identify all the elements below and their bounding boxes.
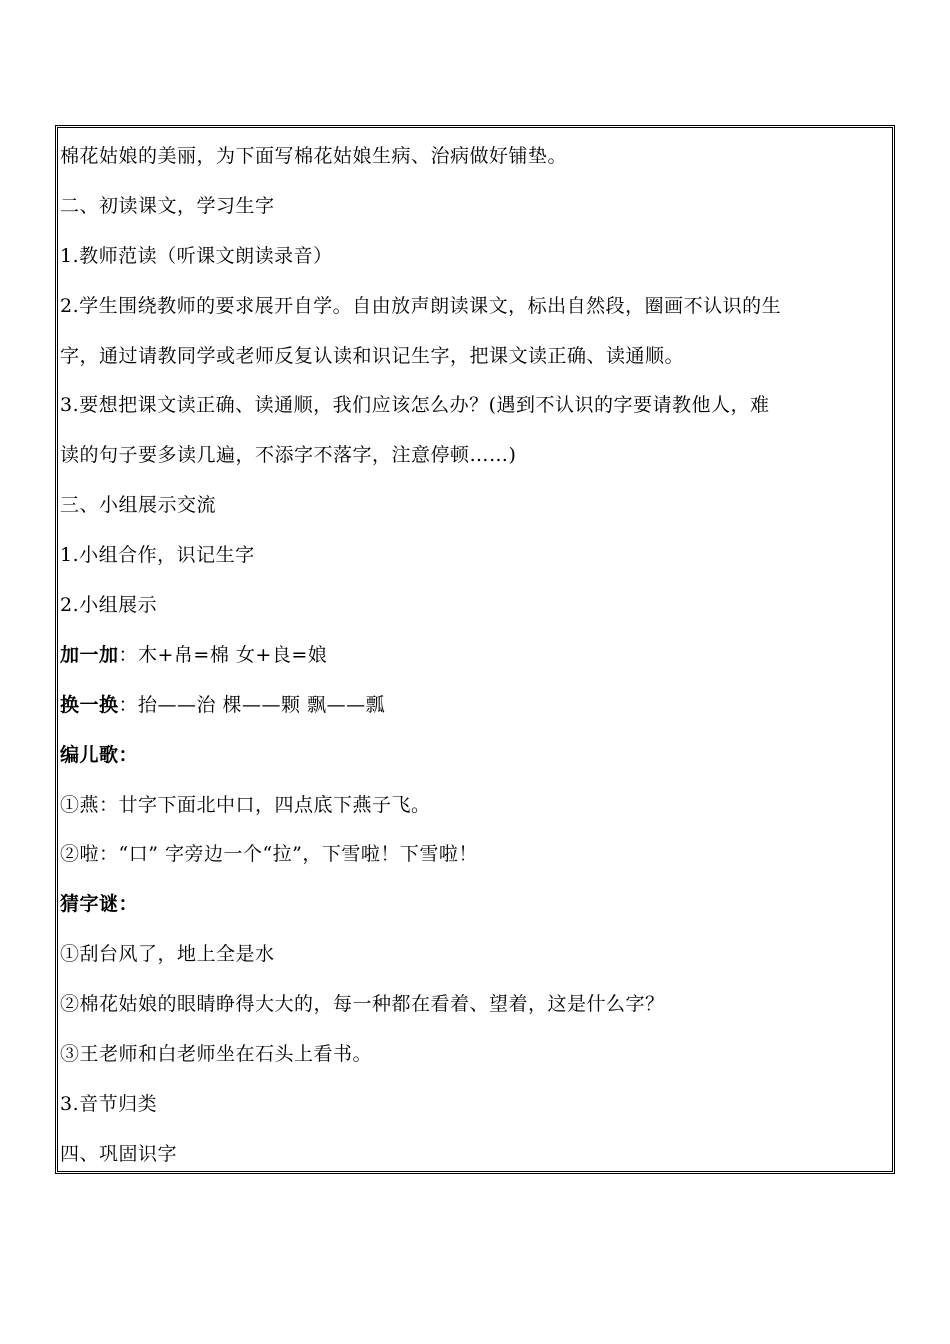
- list-item: ①刮台风了，地上全是水: [60, 943, 275, 966]
- huan-label: 换一换: [60, 693, 119, 716]
- document-body: [60, 132, 886, 1180]
- text-line: 3.要想把课文读正确、读通顺，我们应该怎么办？(遇到不认识的字要请教他人，难: [60, 394, 770, 417]
- text-line: 1.小组合作，识记生字: [60, 544, 255, 567]
- text-line: 2.小组展示: [60, 594, 158, 617]
- jia-label: 加一加: [60, 643, 119, 666]
- section-heading: 二、初读课文，学习生字: [60, 194, 275, 217]
- text-line: 字，通过请教同学或老师反复认读和识记生字，把课文读正确、读通顺。: [60, 344, 685, 367]
- content-frame: [55, 125, 895, 1174]
- jia-text: ：木+帛=棉 女+良=娘: [118, 643, 328, 666]
- cai-heading: 猜字谜：: [60, 893, 139, 916]
- section-heading: 三、小组展示交流: [60, 494, 217, 517]
- section-heading: 四、巩固识字: [60, 1142, 178, 1165]
- list-item: ②棉花姑娘的眼睛睁得大大的，每一种都在看着、望着，这是什么字？: [60, 993, 665, 1016]
- text-line: 读的句子要多读几遍，不添字不落字，注意停顿……): [60, 444, 517, 467]
- text-line: 3.音节归类: [60, 1092, 158, 1115]
- list-item: ②啦：“口” 字旁边一个“拉”，下雪啦！下雪啦！: [60, 843, 478, 866]
- text-line: 1.教师范读（听课文朗读录音）: [60, 244, 333, 267]
- list-item: ①燕：廿字下面北中口，四点底下燕子飞。: [60, 793, 431, 816]
- list-item: ③王老师和白老师坐在石头上看书。: [60, 1043, 373, 1066]
- huan-text: ：抬——治 棵——颗 飘——瓢: [118, 693, 386, 716]
- bian-heading: 编儿歌：: [60, 743, 139, 766]
- jia-line: [60, 631, 886, 681]
- huan-line: [60, 681, 886, 731]
- text-line: 2.学生围绕教师的要求展开自学。自由放声朗读课文，标出自然段，圈画不认识的生: [60, 294, 782, 317]
- text-line: 棉花姑娘的美丽，为下面写棉花姑娘生病、治病做好铺垫。: [60, 145, 568, 167]
